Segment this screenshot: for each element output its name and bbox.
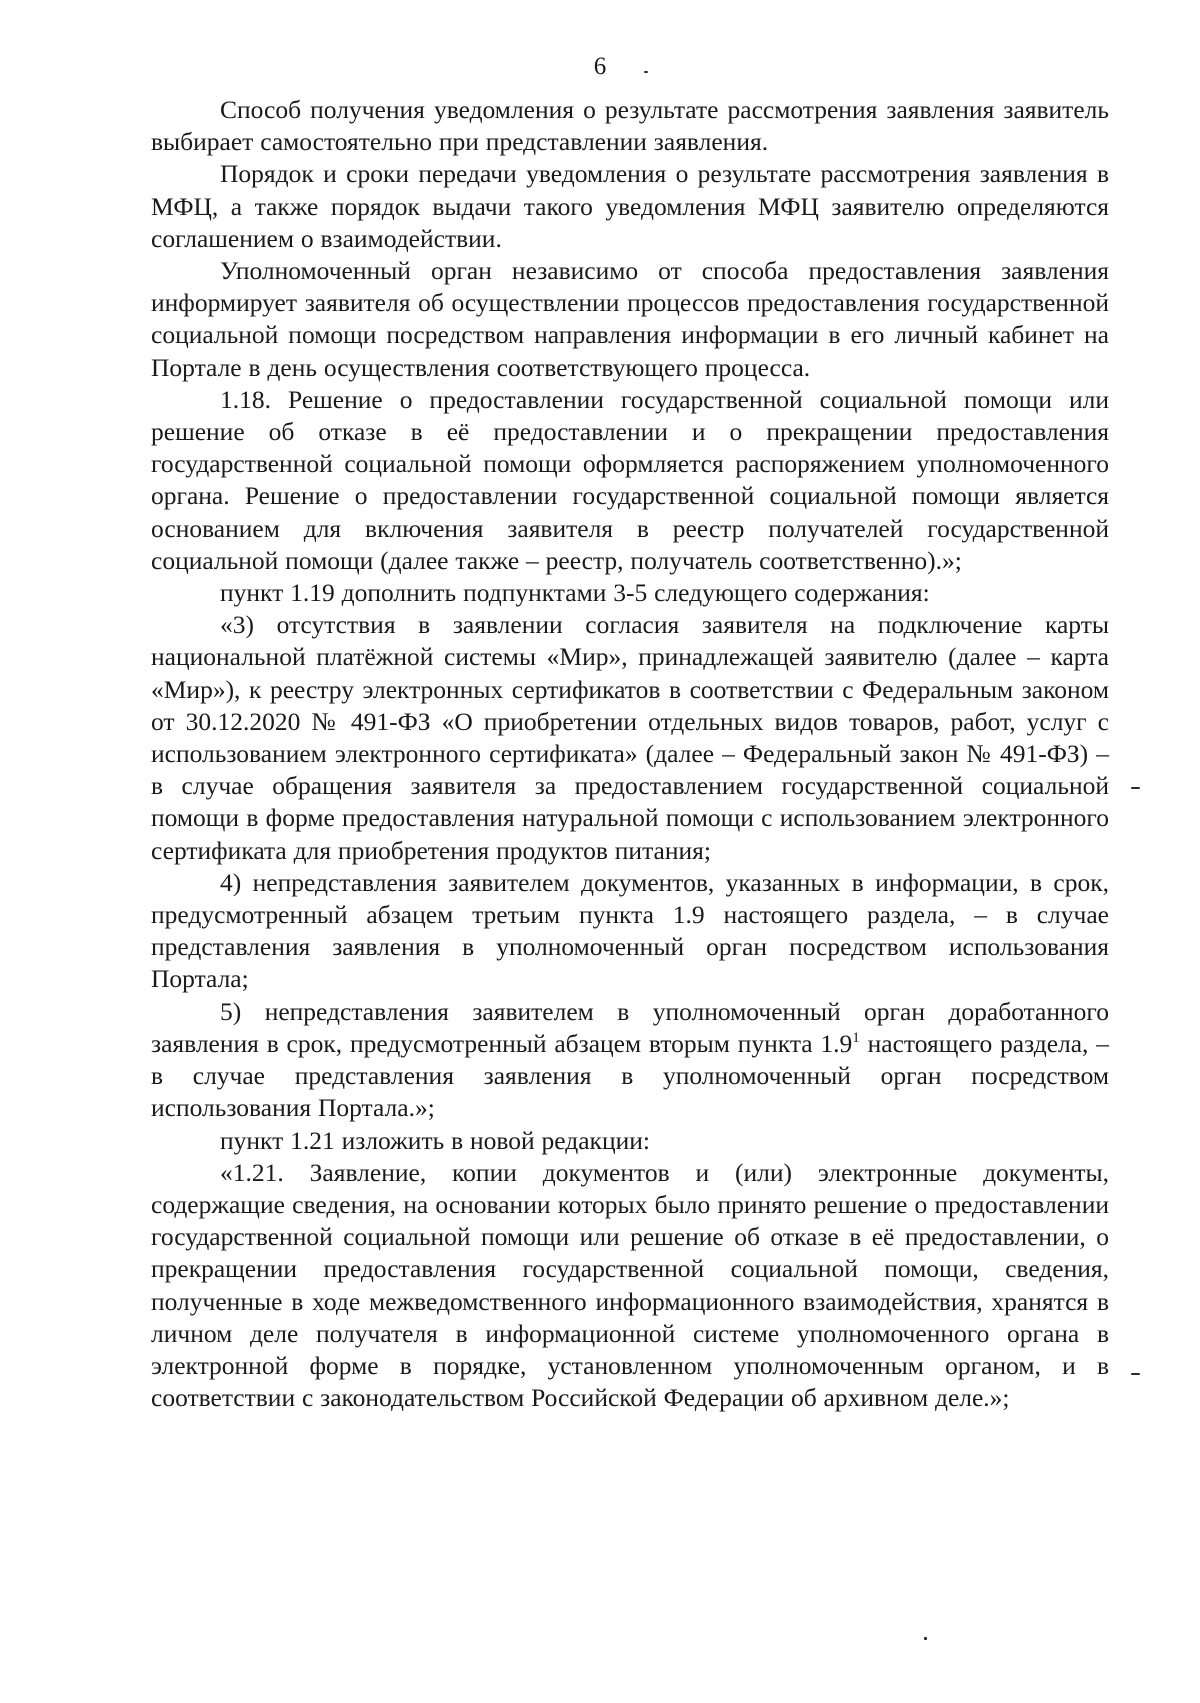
scan-speck xyxy=(644,71,648,73)
subclause-5-superscript: 1 xyxy=(852,1029,860,1046)
scan-speck xyxy=(1131,1373,1140,1375)
scan-speck xyxy=(924,1637,927,1640)
page-number: 6 xyxy=(593,53,607,80)
paragraph-amend-1-21: пункт 1.21 изложить в новой редакции: xyxy=(220,1125,650,1155)
paragraph-notification-method: Способ получения уведомления о результате рассмотрения заявления заявитель выбирает самостоятельно при представлении заявления. xyxy=(151,95,1109,157)
paragraph-subclause-4: 4) непредставления заявителем документов, указанных в информации, в срок, предусмотренный абзацем третьим пункта 1.9 настоящего раздела, – в случае представления заявления в уполномоченный орган посредством использования Портала; xyxy=(151,867,1109,994)
subclause-5-text-before: 5) непредставления заявителем в уполномоченный орган доработанного заявления в срок, предусмотренный абзацем вторым пункта 1.9 xyxy=(151,996,1109,1058)
paragraph-clause-1-21: «1.21. Заявление, копии документов и (или) электронные документы, содержащие сведения, на основании которых было принято решение о предоставлении государственной социальной помощи или решение об отказе в её предоставлении, о прекращении предоставления государственной социальной помощи, сведения, полученные в ходе межведомственного информационного взаимодействия, хранятся в личном деле получателя в информационной системе уполномоченного органа в электронной форме в порядке, установленном уполномоченным органом, и в соответствии с законодательством Российской Федерации об архивном деле.»; xyxy=(151,1157,1109,1413)
paragraph-transfer-procedure: Порядок и сроки передачи уведомления о результате рассмотрения заявления в МФЦ, а также порядок выдачи такого уведомления МФЦ заявителю определяются соглашением о взаимодействии. xyxy=(151,159,1109,253)
document-body xyxy=(151,94,1109,1414)
paragraph-subclause-3: «3) отсутствия в заявлении согласия заявителя на подключение карты национальной платёжной системы «Мир», принадлежащей заявителю (далее – карта «Мир»), к реестру электронных сертификатов в соответствии с Федеральным законом от 30.12.2020 № 491-ФЗ «О приобретении отдельных видов товаров, работ, услуг с использованием электронного сертификата» (далее – Федеральный закон № 491-ФЗ) – в случае обращения заявителя за предоставлением государственной социальной помощи в форме предоставления натуральной помощи с использованием электронного сертификата для приобретения продуктов питания; xyxy=(151,610,1109,865)
paragraph-subclause-5 xyxy=(151,996,1109,1125)
subclause-5-text-after: настоящего раздела, – в случае представления заявления в уполномоченный орган посредством использования Портала.»; xyxy=(151,1028,1109,1123)
paragraph-clause-1-18: 1.18. Решение о предоставлении государственной социальной помощи или решение об отказе в её предоставлении и о прекращении предоставления государственной социальной помощи оформляется распоряжением уполномоченного органа. Решение о предоставлении государственной социальной помощи является основанием для включения заявителя в реестр получателей государственной социальной помощи (далее также – реестр, получатель соответственно).»; xyxy=(151,384,1109,575)
scan-speck xyxy=(1131,787,1140,789)
paragraph-authority-informs: Уполномоченный орган независимо от способа предоставления заявления информирует заявителя об осуществлении процессов предоставления государственной социальной помощи посредством направления информации в его личный кабинет на Портале в день осуществления соответствующего процесса. xyxy=(151,256,1109,382)
paragraph-amend-1-19: пункт 1.19 дополнить подпунктами 3-5 следующего содержания: xyxy=(220,578,930,608)
